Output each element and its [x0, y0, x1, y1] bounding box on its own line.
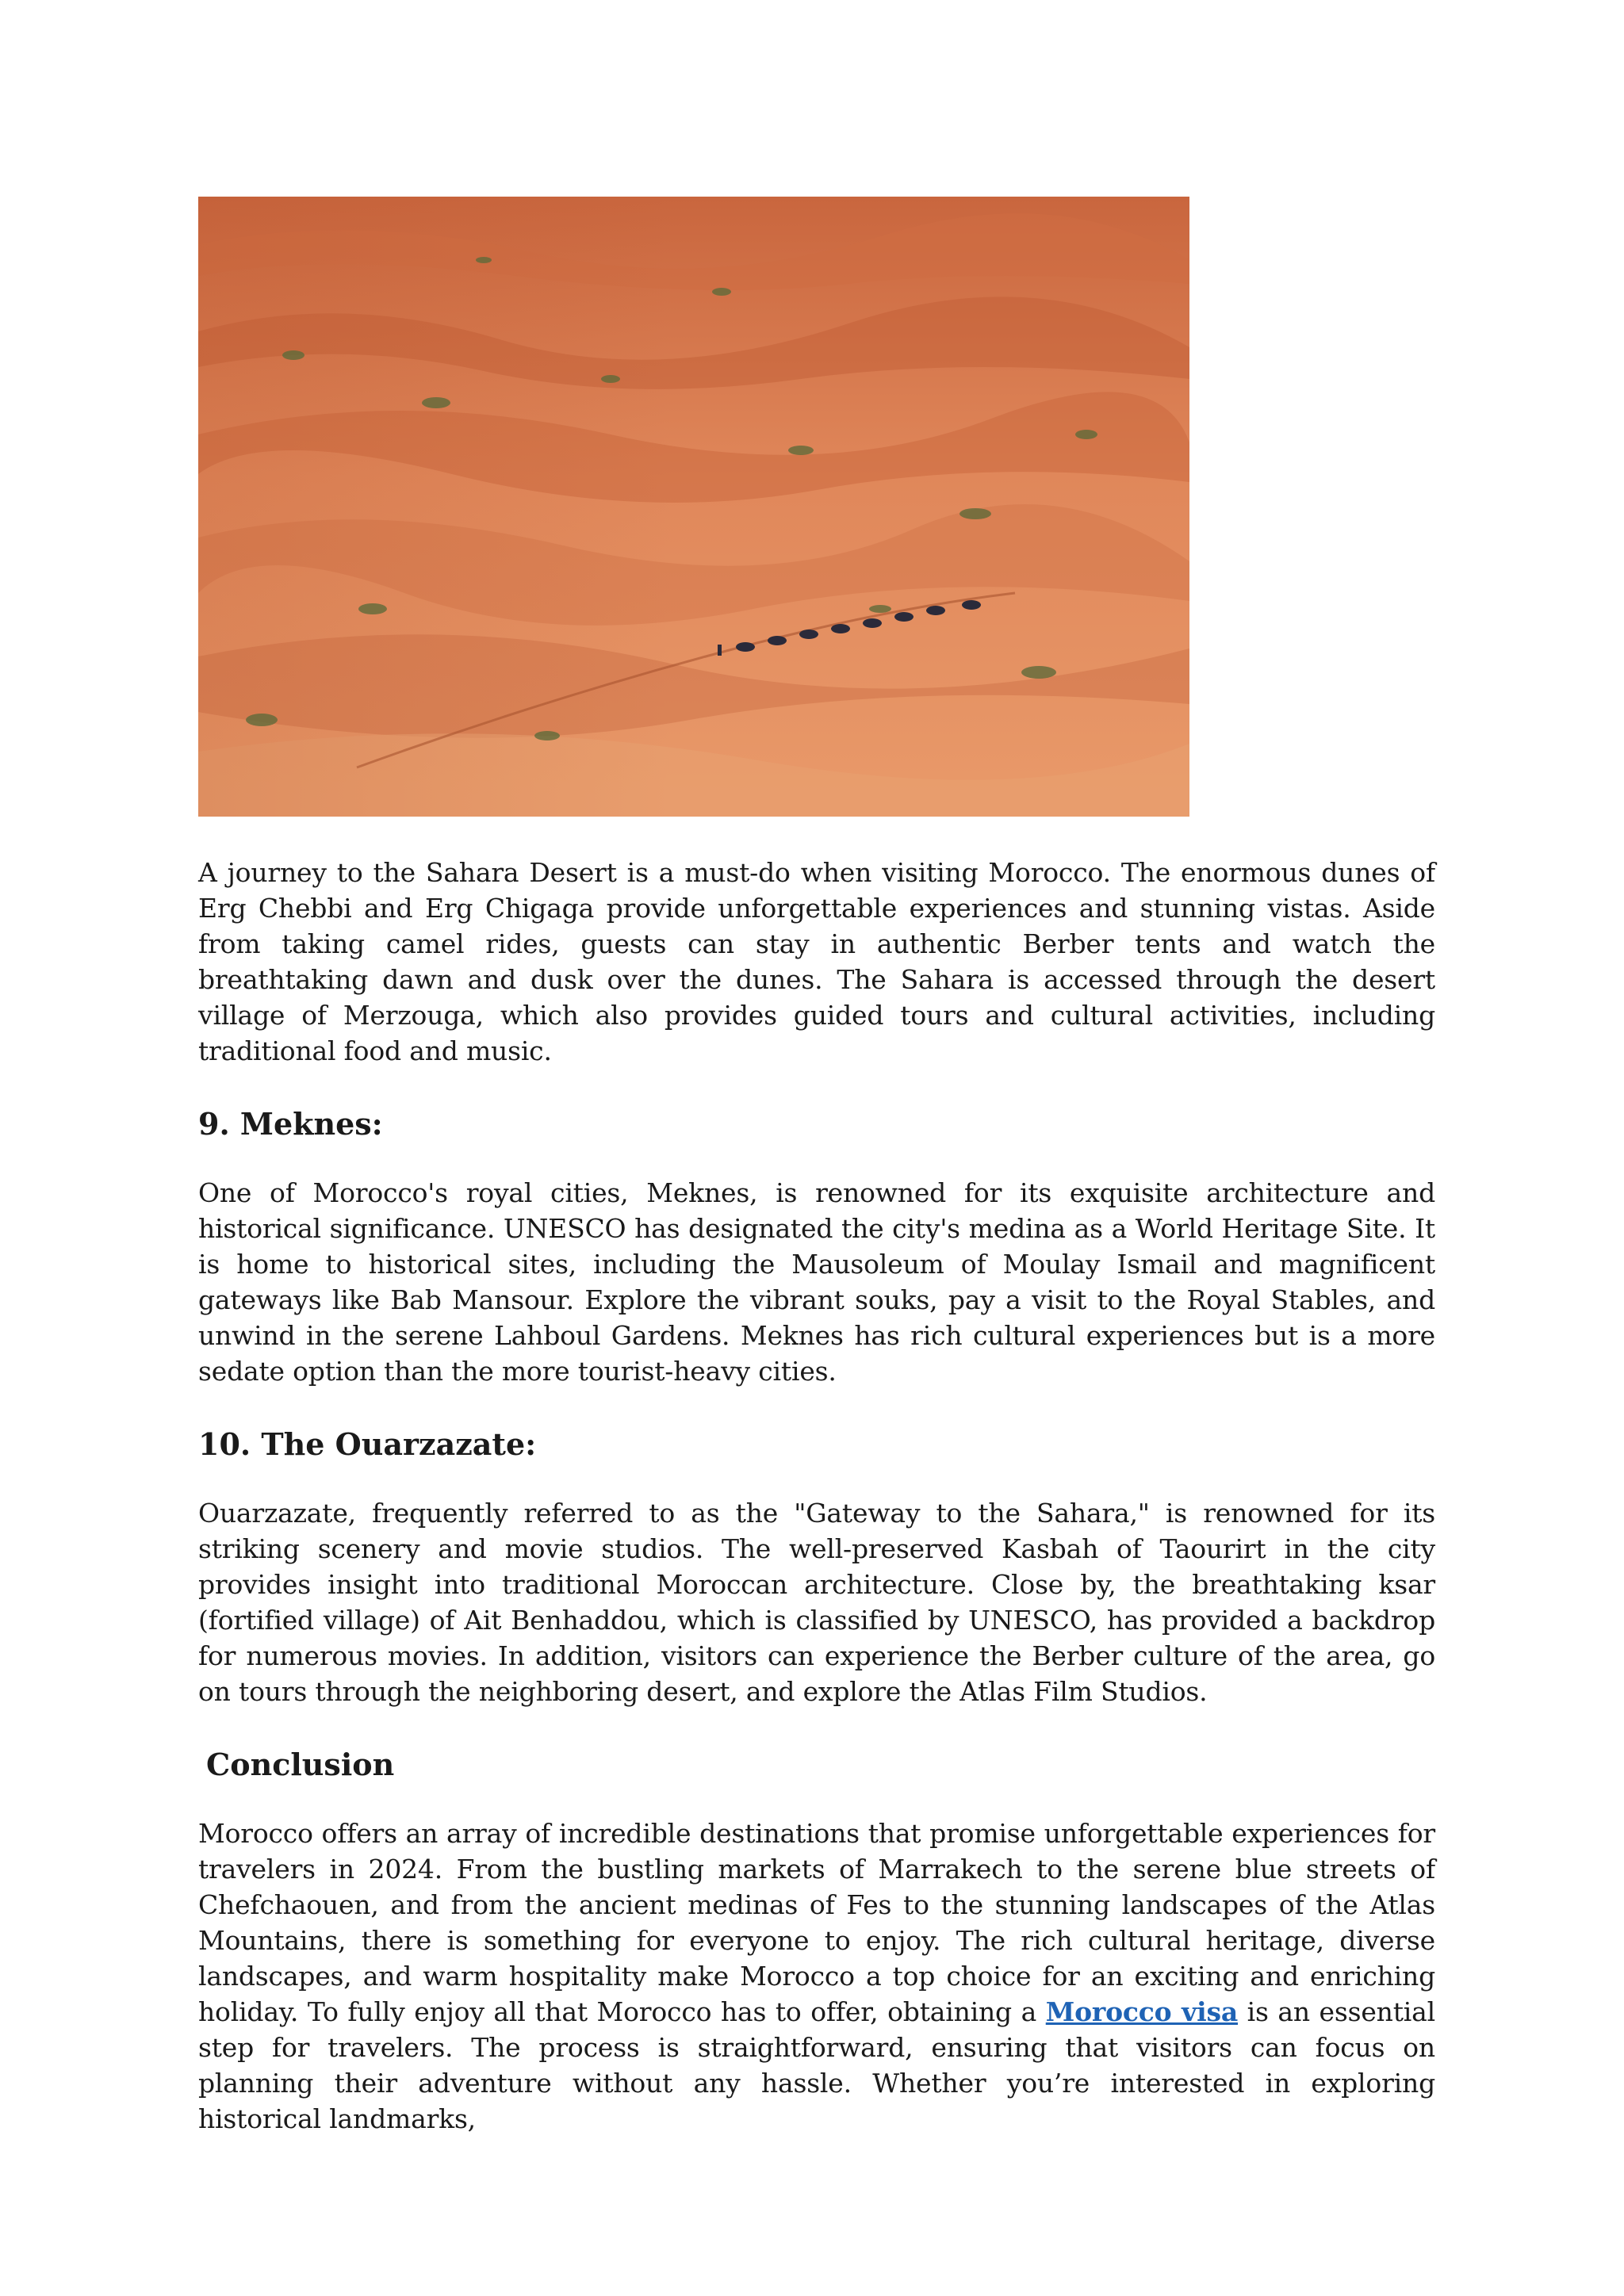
- document-page: [198, 197, 1435, 2137]
- conclusion-text-after-link: is an essential step for travelers. The process is straightforward, ensuring that visitors can focus on planning their adventure without any hassle. Whether you’re interested in exploring historical landmarks,: [198, 1996, 1435, 2134]
- sahara-dunes-photo: [198, 197, 1189, 817]
- ouarzazate-paragraph: Ouarzazate, frequently referred to as the "Gateway to the Sahara," is renowned for its striking scenery and movie studios. The well-preserved Kasbah of Taourirt in the city provides insight into traditional Moroccan architecture. Close by, the breathtaking ksar (fortified village) of Ait Benhaddou, which is classified by UNESCO, has provided a backdrop for numerous movies. In addition, visitors can experience the Berber culture of the area, go on tours through the neighboring desert, and explore the Atlas Film Studios.: [198, 1498, 1435, 1707]
- meknes-heading: 9. Meknes:: [198, 1106, 383, 1142]
- conclusion-paragraph: [198, 1816, 1435, 2137]
- conclusion-heading: Conclusion: [206, 1747, 395, 1782]
- morocco-visa-link[interactable]: Morocco visa: [1045, 1996, 1238, 2027]
- sahara-paragraph: A journey to the Sahara Desert is a must-do when visiting Morocco. The enormous dunes of Erg Chebbi and Erg Chigaga provide unforgettable experiences and stunning vistas. Aside from taking camel rides, guests can stay in authentic Berber tents and watch the breathtaking dawn and dusk over the dunes. The Sahara is accessed through the desert village of Merzouga, which also provides guided tours and cultural activities, including traditional food and music.: [198, 857, 1435, 1066]
- meknes-paragraph: One of Morocco's royal cities, Meknes, is renowned for its exquisite architecture and historical significance. UNESCO has designated the city's medina as a World Heritage Site. It is home to historical sites, including the Mausoleum of Moulay Ismail and magnificent gateways like Bab Mansour. Explore the vibrant souks, pay a visit to the Royal Stables, and unwind in the serene Lahboul Gardens. Meknes has rich cultural experiences but is a more sedate option than the more tourist-heavy cities.: [198, 1177, 1435, 1387]
- ouarzazate-heading: 10. The Ouarzazate:: [198, 1426, 537, 1462]
- conclusion-text-before-link: Morocco offers an array of incredible destinations that promise unforgettable experiences for travelers in 2024. From the bustling markets of Marrakech to the serene blue streets of Chefchaouen, and from the ancient medinas of Fes to the stunning landscapes of the Atlas Mountains, there is something for everyone to enjoy. The rich cultural heritage, diverse landscapes, and warm hospitality make Morocco a top choice for an exciting and enriching holiday. To fully enjoy all that Morocco has to offer, obtaining a: [198, 1818, 1435, 2027]
